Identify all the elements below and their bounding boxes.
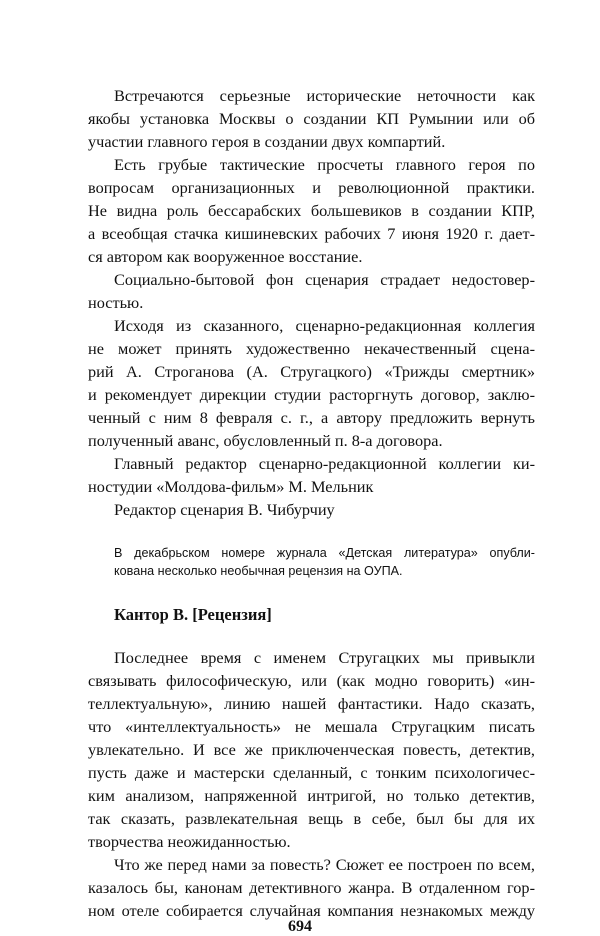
page-number: 694 xyxy=(288,918,312,935)
text-line: полученный аванс, обусловленный п. 8-а договора. xyxy=(88,431,443,450)
text-line: не может принять художественно некачественный сцена- xyxy=(88,339,535,358)
text-line: Встречаются серьезные исторические неточности как xyxy=(114,86,535,105)
text-line: Последнее время с именем Стругацких мы привыкли xyxy=(114,648,535,667)
text-line: ся автором как вооруженное восстание. xyxy=(88,247,363,266)
text-line: и рекомендует дирекции студии расторгнуть договор, заклю- xyxy=(88,385,535,404)
text-line: Главный редактор сценарно-редакционной коллегии ки- xyxy=(114,454,535,473)
text-line: участии главного героя в создании двух компартий. xyxy=(88,132,446,151)
editor-note-line: кована несколько необычная рецензия на ОУПА. xyxy=(114,564,403,578)
text-line: рий А. Строганова (А. Стругацкого) «Трижды смертник» xyxy=(88,362,535,381)
text-line: ким анализом, напряженной интригой, но только детектив, xyxy=(88,786,535,805)
text-line: а всеобщая стачка кишиневских рабочих 7 июня 1920 г. дает- xyxy=(88,224,535,243)
text-line: якобы установка Москвы о создании КП Румынии или об xyxy=(88,109,535,128)
text-line: так сказать, развлекательная вещь в себе, был бы для их xyxy=(88,809,535,828)
text-line: пусть даже и мастерски сделанный, с тонким психологичес- xyxy=(88,763,535,782)
text-line: Исходя из сказанного, сценарно-редакционная коллегия xyxy=(114,316,535,335)
text-line: казалось бы, канонам детективного жанра. В отдаленном гор- xyxy=(88,878,535,897)
text-line: ном отеле собирается случайная компания незнакомых между xyxy=(88,901,535,920)
text-line: Что же перед нами за повесть? Сюжет ее построен по всем, xyxy=(114,855,535,874)
text-line: Есть грубые тактические просчеты главного героя по xyxy=(114,155,535,174)
text-line: Редактор сценария В. Чибурчиу xyxy=(114,500,335,519)
editor-note-line: В декабрьском номере журнала «Детская литература» опубли- xyxy=(114,546,535,560)
text-line: ностудии «Молдова-фильм» М. Мельник xyxy=(88,477,374,496)
text-line: ченный с ним 8 февраля с. г., а автору предложить вернуть xyxy=(88,408,535,427)
text-line: что «интеллектуальность» не мешала Стругацким писать xyxy=(88,717,535,736)
text-line: Не видна роль бессарабских большевиков в создании КПР, xyxy=(88,201,535,220)
text-line: теллектуальную», линию нашей фантастики. Надо сказать, xyxy=(88,694,535,713)
text-line: связывать философическую, или (как модно говорить) «ин- xyxy=(88,671,535,690)
section-heading: Кантор В. [Рецензия] xyxy=(114,605,272,624)
text-line: увлекательно. И все же приключенческая повесть, детектив, xyxy=(88,740,535,759)
text-line: вопросам организационных и революционной практики. xyxy=(88,178,535,197)
text-line: ностью. xyxy=(88,293,144,312)
text-line: Социально-бытовой фон сценария страдает недостовер- xyxy=(114,270,535,289)
text-line: творчества неожиданностью. xyxy=(88,832,291,851)
